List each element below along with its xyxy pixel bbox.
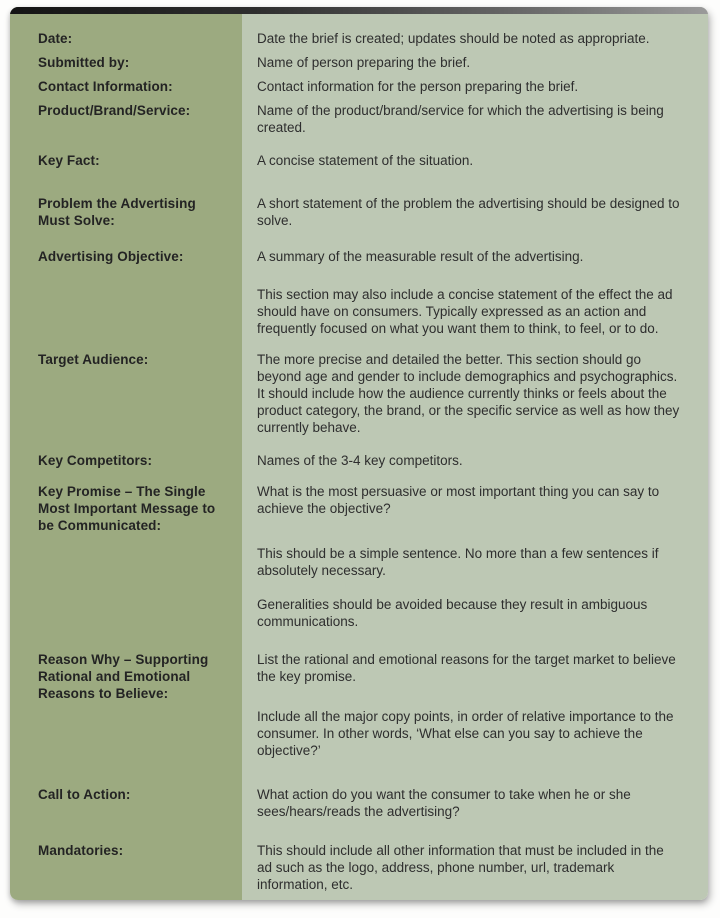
field-label: Key Competitors: <box>38 453 153 468</box>
field-description <box>242 596 708 630</box>
field-label: Problem the Advertising Must Solve: <box>38 196 196 228</box>
field-description <box>242 102 708 136</box>
row-submitted-by <box>10 54 708 71</box>
field-description <box>242 651 708 685</box>
field-description <box>242 195 708 229</box>
field-description <box>242 286 708 337</box>
field-label: Product/Brand/Service: <box>38 103 191 118</box>
row-contact-information <box>10 78 708 95</box>
field-label: Date: <box>38 31 73 46</box>
description-text: This should include all other information that must be included in the ad such as the logo, address, phone number, url, trademark information, etc. <box>257 843 664 892</box>
brief-rows <box>10 14 708 900</box>
description-text: The more precise and detailed the better. This section should go beyond age and gender to include demographics and psychographics. It should include how the audience currently thinks or feels about the product category, the brand, or the specific service as well as how they currently behave. <box>257 352 680 435</box>
description-text: Date the brief is created; updates should be noted as appropriate. <box>257 31 650 46</box>
row-advertising-objective-continued <box>10 286 708 337</box>
field-description <box>242 248 708 265</box>
description-text: Generalities should be avoided because they result in ambiguous communications. <box>257 597 648 629</box>
row-key-competitors <box>10 452 708 469</box>
field-label: Call to Action: <box>38 787 131 802</box>
row-reason-why-continued <box>10 708 708 759</box>
description-text: A short statement of the problem the advertising should be designed to solve. <box>257 196 680 228</box>
description-text: What is the most persuasive or most important thing you can say to achieve the objective? <box>257 484 660 516</box>
field-description <box>242 483 708 517</box>
row-key-fact <box>10 152 708 169</box>
description-text: Include all the major copy points, in order of relative importance to the consumer. In other words, ‘What else can you say to achieve the objective?’ <box>257 709 674 758</box>
field-label: Contact Information: <box>38 79 173 94</box>
field-label: Key Promise – The Single Most Important Message to be Communicated: <box>38 484 216 533</box>
row-reason-why <box>10 651 708 702</box>
row-problem-to-solve <box>10 195 708 229</box>
row-key-promise-continued-2 <box>10 596 708 630</box>
brief-template-table <box>10 7 708 900</box>
row-advertising-objective <box>10 248 708 265</box>
page-top-edge-shadow <box>10 7 708 14</box>
row-product-brand-service <box>10 102 708 136</box>
field-description <box>242 786 708 820</box>
row-target-audience <box>10 351 708 436</box>
field-description <box>242 545 708 579</box>
field-label: Mandatories: <box>38 843 124 858</box>
field-description <box>242 452 708 469</box>
description-text: This section may also include a concise statement of the effect the ad should have on consumers. Typically expressed as an action and frequently focused on what you want them to think, to feel, or to do. <box>257 287 673 336</box>
row-mandatories <box>10 842 708 893</box>
row-key-promise <box>10 483 708 534</box>
description-text: A summary of the measurable result of the advertising. <box>257 249 584 264</box>
description-text: Names of the 3-4 key competitors. <box>257 453 463 468</box>
field-description <box>242 78 708 95</box>
description-text: What action do you want the consumer to take when he or she sees/hears/reads the advertising? <box>257 787 631 819</box>
field-label: Advertising Objective: <box>38 249 184 264</box>
field-description <box>242 30 708 47</box>
field-label: Submitted by: <box>38 55 130 70</box>
description-text: Contact information for the person preparing the brief. <box>257 79 579 94</box>
field-description <box>242 54 708 71</box>
field-label: Key Fact: <box>38 153 100 168</box>
row-date <box>10 30 708 47</box>
description-text: This should be a simple sentence. No more than a few sentences if absolutely necessary. <box>257 546 659 578</box>
field-description <box>242 152 708 169</box>
description-text: List the rational and emotional reasons for the target market to believe the key promise. <box>257 652 676 684</box>
field-description <box>242 351 708 436</box>
description-text: Name of person preparing the brief. <box>257 55 471 70</box>
row-key-promise-continued <box>10 545 708 579</box>
field-label: Target Audience: <box>38 352 149 367</box>
description-text: Name of the product/brand/service for which the advertising is being created. <box>257 103 664 135</box>
field-label: Reason Why – Supporting Rational and Emotional Reasons to Believe: <box>38 652 209 701</box>
field-description <box>242 708 708 759</box>
field-description <box>242 842 708 893</box>
description-text: A concise statement of the situation. <box>257 153 474 168</box>
row-call-to-action <box>10 786 708 820</box>
